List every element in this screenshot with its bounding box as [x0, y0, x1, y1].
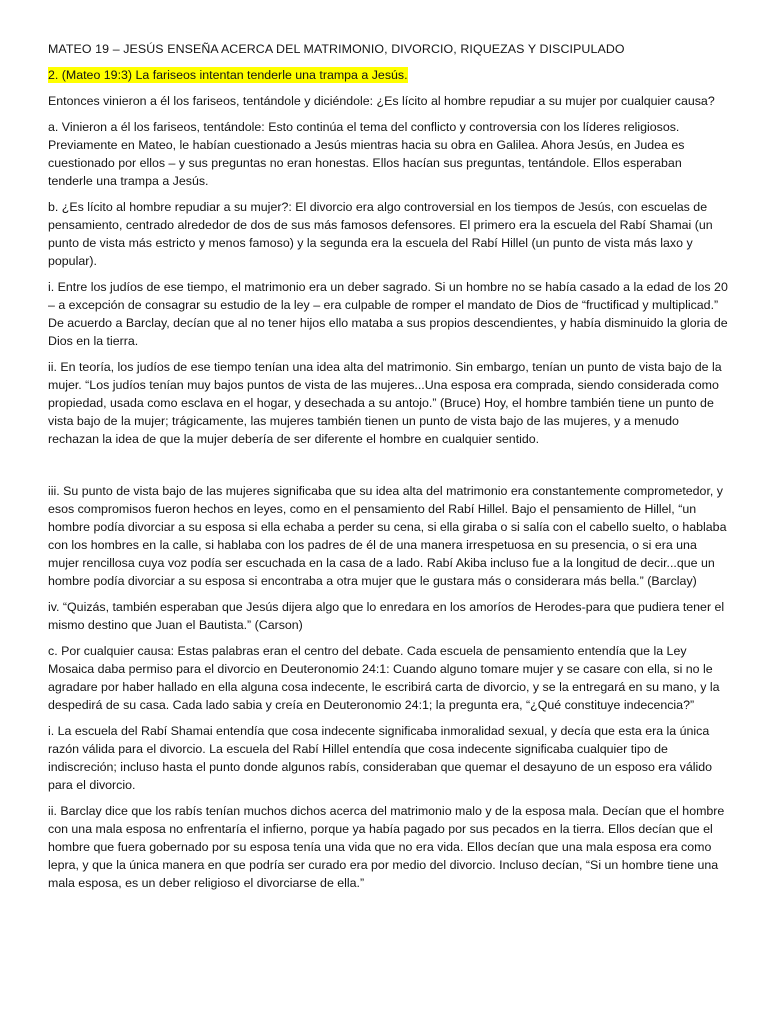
paragraph-b-i: i. Entre los judíos de ese tiempo, el matrimonio era un deber sagrado. Si un hombre no se había casado a la edad de los 20 – a excepción de consagrar su estudio de la ley – era culpable de romper el mandato de Dios de “fructificad y multiplicad.” De acuerdo a Barclay, decían que al no tener hijos ello mataba a sus propios descendientes, y había disminuido la gloria de Dios en la tierra. — [48, 280, 728, 348]
document-title: MATEO 19 – JESÚS ENSEÑA ACERCA DEL MATRIMONIO, DIVORCIO, RIQUEZAS Y DISCIPULADO — [48, 42, 625, 56]
highlighted-heading-line — [48, 66, 728, 84]
highlighted-heading: 2. (Mateo 19:3) La fariseos intentan tenderle una trampa a Jesús. — [48, 68, 408, 82]
paragraph-verse: Entonces vinieron a él los fariseos, tentándole y diciéndole: ¿Es lícito al hombre repudiar a su mujer por cualquier causa? — [48, 94, 715, 108]
blank-gap — [48, 456, 728, 482]
paragraph-c-i: i. La escuela del Rabí Shamai entendía que cosa indecente significaba inmoralidad sexual, y decía que esta era la única razón válida para el divorcio. La escuela del Rabí Hillel entendía que cosa indecente significaba cualquier tipo de indiscreción; incluso hasta el punto donde algunos rabís, consideraban que quemar el desayuno de un esposo era válido para el divorcio. — [48, 724, 713, 792]
paragraph-b: b. ¿Es lícito al hombre repudiar a su mujer?: El divorcio era algo controversial en los tiempos de Jesús, con escuelas de pensamiento, centrado alrededor de dos de sus más famosos defensores. El primero era la escuela del Rabí Shamai (un punto de vista más estricto y menos famoso) y la segunda era la escuela del Rabí Hillel (un punto de vista más laxo y popular). — [48, 200, 713, 268]
document-page — [48, 40, 728, 900]
paragraph-b-iii: iii. Su punto de vista bajo de las mujeres significaba que su idea alta del matrimonio era constantemente comprometedor, y esos compromisos fueron hechos en leyes, como en el pensamiento del Rabí Hillel. Bajo el pensamiento de Hillel, “un hombre podía divorciar a su esposa si ella echaba a perder su cena, si ella giraba o si salía con el cabello suelto, o hablaba con los hombres en la calle, si hablaba con los padres de él de una manera irrespetuosa en su presencia, o si era una mujer rencillosa cuya voz podía ser escuchada en la casa de a lado. Rabí Akiba incluso fue a la longitud de decir...que un hombre podía divorciar a su esposa si encontraba a otra mujer que le gustara más o considerara más bella.” (Barclay) — [48, 484, 727, 588]
paragraph-b-iv: iv. “Quizás, también esperaban que Jesús dijera algo que lo enredara en los amoríos de Herodes-para que pudiera tener el mismo destino que Juan el Bautista.” (Carson) — [48, 600, 725, 632]
paragraph-b-ii: ii. En teoría, los judíos de ese tiempo tenían una idea alta del matrimonio. Sin embargo, tenían un punto de vista bajo de la mujer. “Los judíos tenían muy bajos puntos de vista de las mujeres...Una esposa era comprada, siendo considerada como propiedad, usada como esclava en el hogar, y desechada a su antojo.” (Bruce) Hoy, el hombre también tiene un punto de vista bajo de la mujer; trágicamente, las mujeres también tienen un punto de vista bajo de las mujeres, y a menudo rechazan la idea de que la mujer debería de ser diferente el hombre en cualquier sentido. — [48, 360, 722, 446]
paragraph-a: a. Vinieron a él los fariseos, tentándole: Esto continúa el tema del conflicto y controversia con los líderes religiosos. Previamente en Mateo, le habían cuestionado a Jesús mientras hacia su obra en Galilea. Ahora Jesús, en Judea es cuestionado por ellos – y sus preguntas no eran honestas. Ellos hacían sus preguntas, tentándole. Ellos esperaban tenderle una trampa a Jesús. — [48, 120, 685, 188]
paragraph-c-ii: ii. Barclay dice que los rabís tenían muchos dichos acerca del matrimonio malo y de la esposa mala. Decían que el hombre con una mala esposa no enfrentaría el infierno, porque ya había pagado por sus pecados en la tierra. Ellos decían que el hombre que fuera gobernado por su esposa tenía una vida que no era vida. Ellos decían que una mala esposa era como lepra, y que la única manera en que podría ser curado era por medio del divorcio. Incluso decían, “Si un hombre tiene una mala esposa, es un deber religioso el divorciarse de ella.” — [48, 804, 725, 890]
paragraph-c: c. Por cualquier causa: Estas palabras eran el centro del debate. Cada escuela de pensamiento entendía que la Ley Mosaica daba permiso para el divorcio en Deuteronomio 24:1: Cuando alguno tomare mujer y se casare con ella, si no le agradare por haber hallado en ella alguna cosa indecente, le escribirá carta de divorcio, y se la entregará en su mano, y la despedirá de su casa. Cada lado sabia y creía en Deuteronomio 24:1; la pregunta era, “¿Qué constituye indecencia?” — [48, 644, 720, 712]
